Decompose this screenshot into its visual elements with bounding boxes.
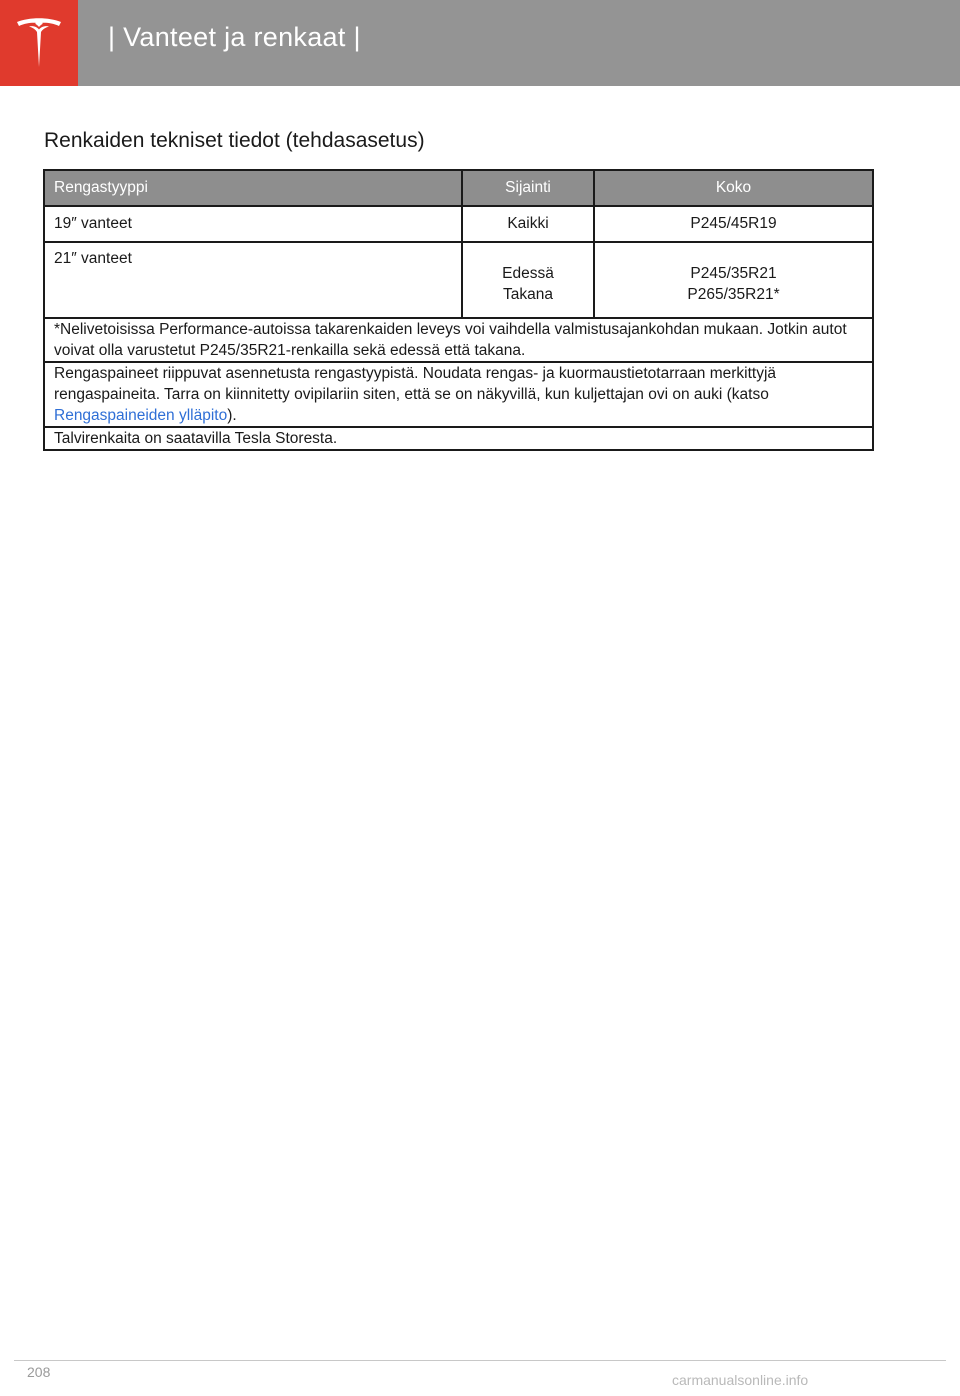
table-header-row bbox=[44, 170, 873, 206]
cell-size: P245/45R19 bbox=[594, 206, 873, 242]
table-note-row bbox=[44, 318, 873, 362]
tesla-logo-icon bbox=[15, 16, 63, 70]
section-title: Renkaiden tekniset tiedot (tehdasasetus) bbox=[44, 129, 425, 152]
tesla-logo bbox=[0, 0, 78, 86]
size-rear: P265/35R21* bbox=[687, 286, 780, 303]
cell-location: Kaikki bbox=[462, 206, 594, 242]
watermark: carmanualsonline.info bbox=[672, 1372, 809, 1388]
cell-tire-type: 21″ vanteet bbox=[44, 242, 462, 318]
tire-pressure-maintenance-link[interactable]: Rengaspaineiden ylläpito bbox=[54, 407, 228, 424]
cell-location bbox=[462, 242, 594, 318]
table-row bbox=[44, 242, 873, 318]
header-tire-type: Rengastyyppi bbox=[44, 170, 462, 206]
location-front: Edessä bbox=[502, 265, 554, 282]
tire-pressure-text-end: ). bbox=[227, 407, 237, 424]
tire-pressure-text: Rengaspaineet riippuvat asennetusta rengastyypistä. Noudata rengas- ja kuormaustietotarraan merkittyjä rengaspaineita. Tarra on kiinnitetty ovipilariin siten, että se on näkyvillä, kun kuljettajan ovi on auki (katso bbox=[54, 365, 777, 403]
cell-tire-type: 19″ vanteet bbox=[44, 206, 462, 242]
cell-size bbox=[594, 242, 873, 318]
table-note-row bbox=[44, 362, 873, 427]
table-note-row bbox=[44, 427, 873, 450]
tire-specs-table bbox=[43, 169, 874, 451]
header-location: Sijainti bbox=[462, 170, 594, 206]
page-number: 208 bbox=[27, 1364, 51, 1380]
footer-divider bbox=[14, 1360, 946, 1361]
location-rear: Takana bbox=[503, 286, 553, 303]
table-row bbox=[44, 206, 873, 242]
header-size: Koko bbox=[594, 170, 873, 206]
tire-pressure-note bbox=[44, 362, 873, 427]
size-front: P245/35R21 bbox=[690, 265, 777, 282]
performance-note: *Nelivetoisissa Performance-autoissa takarenkaiden leveys voi vaihdella valmistusajankohdan mukaan. Jotkin autot voivat olla varustetut P245/35R21-renkailla sekä edessä että takana. bbox=[44, 318, 873, 362]
winter-tires-note: Talvirenkaita on saatavilla Tesla Storesta. bbox=[44, 427, 873, 450]
chapter-title: | Vanteet ja renkaat | bbox=[108, 22, 361, 52]
